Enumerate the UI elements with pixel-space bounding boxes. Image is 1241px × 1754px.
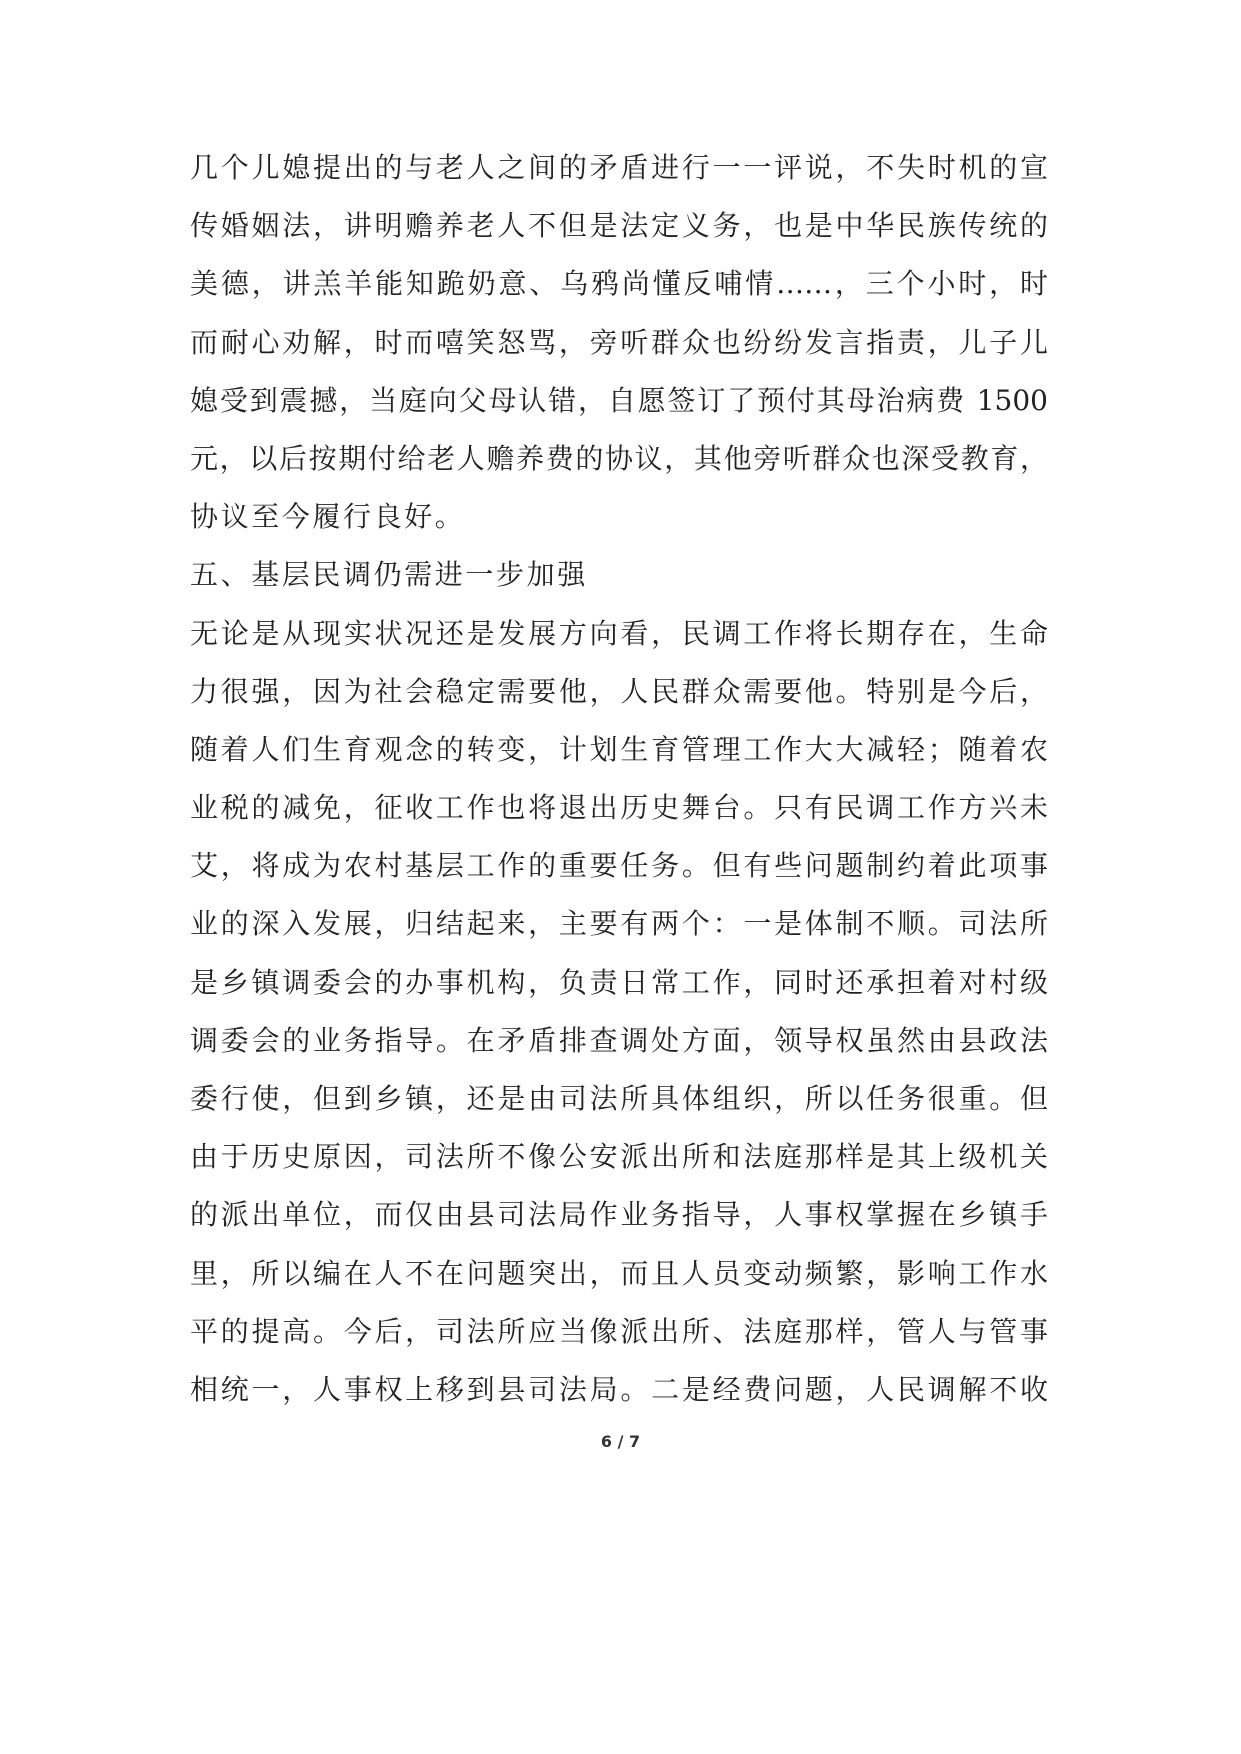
text-line: 无论是从现实状况还是发展方向看，民调工作将长期存在，生命 bbox=[190, 616, 1048, 650]
text-line: 相统一，人事权上移到县司法局。二是经费问题，人民调解不收 bbox=[190, 1372, 1048, 1406]
text-line: 业税的减免，征收工作也将退出历史舞台。只有民调工作方兴未 bbox=[190, 791, 1048, 825]
text-line: 协议至今履行良好。 bbox=[190, 500, 466, 534]
text-line: 美德，讲羔羊能知跪奶意、乌鸦尚懂反哺情……，三个小时，时 bbox=[190, 267, 1048, 301]
text-line: 传婚姻法，讲明赡养老人不但是法定义务，也是中华民族传统的 bbox=[190, 209, 1048, 243]
text-line: 是乡镇调委会的办事机构，负责日常工作，同时还承担着对村级 bbox=[190, 965, 1048, 999]
text-line: 调委会的业务指导。在矛盾排查调处方面，领导权虽然由县政法 bbox=[190, 1023, 1048, 1057]
text-line: 媳受到震撼，当庭向父母认错，自愿签订了预付其母治病费 1500 bbox=[190, 383, 1048, 417]
page-number: 6 / 7 bbox=[600, 1432, 641, 1451]
text-line: 的派出单位，而仅由县司法局作业务指导，人事权掌握在乡镇手 bbox=[190, 1198, 1048, 1232]
section-heading: 五、基层民调仍需进一步加强 bbox=[190, 558, 588, 592]
text-line: 委行使，但到乡镇，还是由司法所具体组织，所以任务很重。但 bbox=[190, 1082, 1048, 1115]
text-line: 艾，将成为农村基层工作的重要任务。但有些问题制约着此项事 bbox=[190, 849, 1048, 883]
text-line: 业的深入发展，归结起来，主要有两个：一是体制不顺。司法所 bbox=[190, 907, 1048, 941]
text-line: 几个儿媳提出的与老人之间的矛盾进行一一评说，不失时机的宣 bbox=[190, 151, 1048, 184]
text-line: 平的提高。今后，司法所应当像派出所、法庭那样，管人与管事 bbox=[190, 1314, 1048, 1348]
body-text bbox=[190, 139, 1048, 1419]
text-line: 而耐心劝解，时而嘻笑怒骂，旁听群众也纷纷发言指责，儿子儿 bbox=[190, 325, 1048, 359]
text-line: 由于历史原因，司法所不像公安派出所和法庭那样是其上级机关 bbox=[190, 1140, 1048, 1174]
text-line: 里，所以编在人不在问题突出，而且人员变动频繁，影响工作水 bbox=[190, 1256, 1048, 1290]
text-line: 力很强，因为社会稳定需要他，人民群众需要他。特别是今后， bbox=[190, 674, 1048, 708]
text-line: 随着人们生育观念的转变，计划生育管理工作大大减轻；随着农 bbox=[190, 732, 1048, 766]
text-line: 元，以后按期付给老人赡养费的协议，其他旁听群众也深受教育， bbox=[190, 441, 1048, 475]
